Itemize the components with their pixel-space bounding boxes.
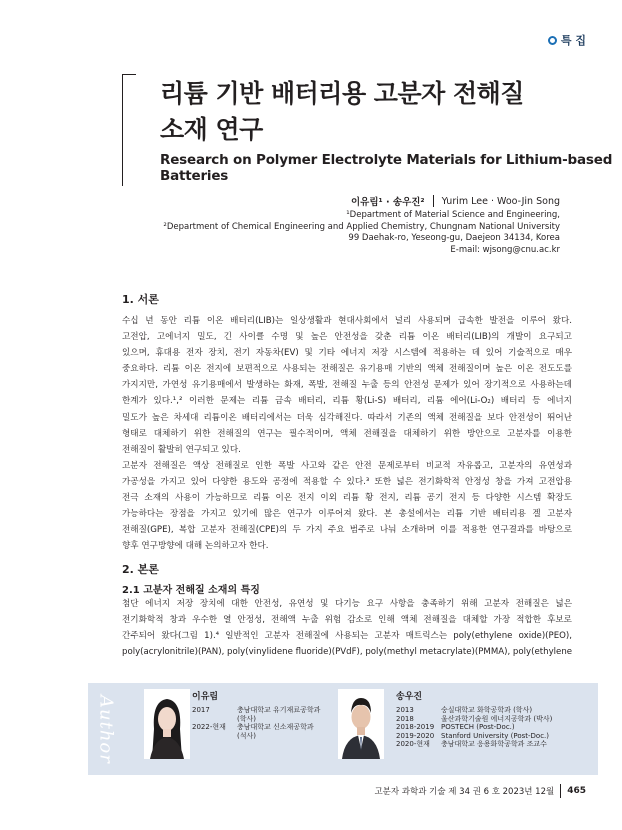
text-line: 있으며, 휴대용 전자 장치, 전기 자동차(EV) 및 기타 에너지 저장 시스템에 적용하는 데 있어 기술적으로 매우 — [122, 348, 572, 359]
authors-korean: 이유림¹ · 송우진² — [350, 197, 425, 208]
bio-row: 2013 숭실대학교 화학공학과 (학사) — [396, 706, 533, 714]
text-line: 고전압, 고에너지 밀도, 긴 사이클 수명 및 높은 안전성을 갖춘 리튬 이온 배터리(LIB)의 개발이 요구되고 — [122, 332, 572, 343]
authors-english: Yurim Lee · Woo-Jin Song — [441, 195, 560, 207]
section-heading-main-body: 2. 본론 — [122, 563, 159, 576]
text-line: 전기화학적 창과 우수한 열 안정성, 전해액 누출 위험 감소로 인해 액체 전해질을 대체할 가장 적합한 후보로 — [122, 615, 572, 626]
text-line: 향후 연구방향에 대해 논의하고자 한다. — [122, 541, 269, 552]
introduction-paragraph-2 — [122, 458, 572, 555]
affiliations — [163, 210, 560, 256]
title-line: 리튬 기반 배터리용 고분자 전해질 — [160, 79, 524, 108]
author-bio-lee — [192, 689, 320, 740]
bio-row: (석사) — [237, 731, 256, 740]
article-title-english: Research on Polymer Electrolyte Materials for Lithium-based Batteries — [160, 152, 613, 184]
text-line: 전해질이 활발히 연구되고 있다. — [122, 444, 241, 455]
text-line: 가능하다는 장점을 가지고 있기에 많은 연구가 이루어져 왔다. 본 총설에서는 리튬 기반 배터리용 겔 고분자 — [122, 509, 572, 520]
page-number: 465 — [567, 786, 586, 796]
subsection-2-1-paragraph — [122, 596, 572, 660]
section-tag — [548, 32, 586, 48]
bullet-circle-icon — [548, 36, 557, 45]
bio-row: (학사) — [237, 714, 256, 723]
text-line: 첨단 에너지 저장 장치에 대한 안전성, 유연성 및 다기능 요구 사항을 충족하기 위해 고분자 전해질은 넓은 — [122, 599, 572, 609]
affiliation-line: ¹Department of Material Science and Engineering, — [346, 210, 560, 220]
text-line: poly(acrylonitrile)(PAN), poly(vinylidene fluoride)(PVdF), poly(methyl metacrylate)(PMMA), poly(ethylene — [122, 647, 572, 658]
text-line: 가지지만, 가연성 유기용매에서 발생하는 화재, 폭발, 전해질 누출 등의 안전성 문제가 있어 장기적으로 사용하는데 — [122, 380, 572, 391]
author-side-label — [88, 683, 124, 775]
portrait-woman-icon — [144, 689, 190, 759]
author-photo-song — [338, 689, 384, 759]
article-title-korean — [160, 76, 524, 148]
bio-row: 2019-2020 Stanford University (Post-Doc.) — [396, 731, 550, 740]
affiliation-line: ²Department of Chemical Engineering and Applied Chemistry, Chungnam National University — [163, 221, 560, 232]
subsection-heading-2-1: 2.1 고분자 전해질 소재의 특징 — [122, 585, 260, 596]
bio-row: 2017 충남대학교 유기재료공학과 — [192, 706, 321, 714]
text-line: 한계가 있다.¹,² 이러한 문제는 리튬 금속 배터리, 리튬 황(Li-S) 배터리, 리튬 에어(Li-O₂) 배터리 등 에너지 — [122, 396, 572, 407]
bio-row: 2018 울산과학기술원 에너지공학과 (박사) — [396, 714, 553, 723]
text-line: 밀도가 높은 차세대 리튬이온 배터리에서는 더욱 심각해진다. 따라서 기존의 액체 전해질을 보다 안전성이 뛰어난 — [122, 412, 572, 423]
title-bracket-decoration — [122, 74, 136, 186]
author-bio-song — [396, 689, 592, 749]
author-side-text: Author — [95, 694, 117, 764]
author-name: 송우진 — [396, 692, 423, 702]
title-line: 소재 연구 — [160, 115, 263, 144]
author-line — [351, 194, 560, 208]
text-line: 고분자 전해질은 액상 전해질로 인한 폭발 사고와 같은 안전 문제로부터 비교적 자유롭고, 고분자의 유연성과 — [122, 461, 572, 471]
page-footer — [374, 784, 586, 798]
affiliation-line: 99 Daehak-ro, Yeseong-gu, Daejeon 34134, Korea — [348, 233, 560, 243]
section-heading-introduction: 1. 서론 — [122, 293, 159, 306]
text-line: 중요하다. 리튬 이온 전지에 보편적으로 사용되는 전해질은 유기용매 기반의 액체 전해질이며 높은 이온 전도도를 — [122, 364, 572, 375]
footer-separator — [560, 784, 561, 798]
journal-citation: 고분자 과학과 기술 제 34 권 6 호 2023년 12월 — [374, 787, 555, 797]
text-line: 간주되어 왔다(그림 1).⁴ 일반적인 고분자 전해질에 사용되는 고분자 매트릭스는 poly(ethylene oxide)(PEO), — [122, 631, 572, 642]
bio-row: 2022-현재 충남대학교 신소재공학과 — [192, 723, 314, 732]
bio-row: 2020-현재 충남대학교 응용화학공학과 조교수 — [396, 740, 547, 749]
text-line: 수십 년 동안 리튬 이온 배터리(LIB)는 일상생활과 현대사회에서 널리 사용되며 급속한 발전을 이루어 왔다. — [122, 316, 572, 326]
introduction-paragraph-1 — [122, 313, 572, 458]
text-line: 형태로 대체하기 위한 전해질의 연구는 필수적이며, 액체 전해질을 대체하기 위한 방안으로 고분자를 이용한 — [122, 428, 572, 439]
author-bio-panel — [88, 683, 598, 775]
contact-email: E-mail: wjsong@cnu.ac.kr — [450, 244, 560, 255]
portrait-man-icon — [338, 689, 384, 759]
author-name: 이유림 — [192, 692, 219, 702]
text-line: 가공성을 가지고 있어 다양한 용도와 공정에 적용할 수 있다.³ 또한 넓은 전기화학적 안정성 창을 가져 고전압용 — [122, 477, 572, 488]
bio-row: 2018-2019 POSTECH (Post-Doc.) — [396, 723, 515, 732]
author-photo-lee — [144, 689, 190, 759]
text-line: 전극 소재의 사용이 가능하므로 리튬 이온 전지 이외 리튬 황 전지, 리튬 공기 전지 등 다양한 시스템 확장도 — [122, 493, 572, 504]
section-tag-label: 특 집 — [560, 34, 586, 47]
text-line: 전해질(GPE), 복합 고분자 전해질(CPE)의 두 가지 주요 범주로 나눠 소개하며 이를 적용한 연구결과를 바탕으로 — [122, 525, 572, 536]
author-separator — [433, 195, 434, 207]
